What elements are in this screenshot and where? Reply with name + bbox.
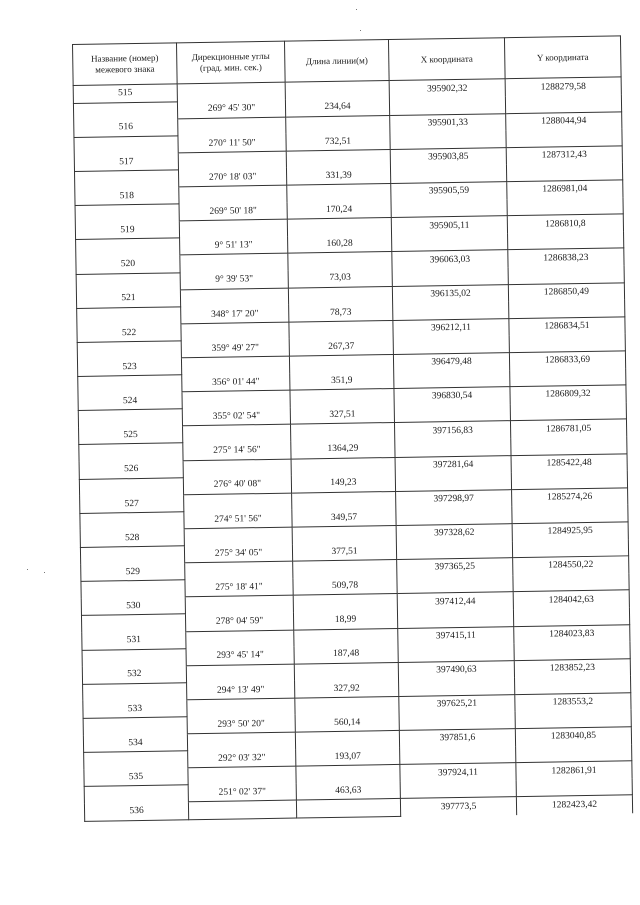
point-x: 396479,48 [393, 353, 509, 372]
empty-cell [188, 766, 296, 785]
segment-angle: 275° 34' 05" [184, 544, 292, 563]
empty-cell [293, 594, 397, 613]
empty-cell [80, 546, 184, 565]
empty-cell [74, 136, 178, 155]
empty-cell [399, 712, 515, 731]
empty-cell [83, 717, 187, 736]
empty-cell [398, 643, 514, 662]
point-x: 396830,54 [394, 387, 510, 406]
point-y: 1282861,91 [516, 761, 632, 780]
point-x: 395902,32 [389, 79, 505, 98]
empty-cell [509, 334, 625, 353]
empty-cell [397, 609, 513, 628]
segment-length: 267,37 [289, 337, 393, 356]
point-y: 1286834,51 [509, 317, 625, 336]
point-name: 530 [81, 597, 185, 616]
segment-length: 149,23 [291, 474, 395, 493]
segment-length: 377,51 [292, 542, 396, 561]
empty-cell [512, 539, 628, 558]
empty-cell [399, 677, 515, 696]
empty-cell [294, 662, 398, 681]
empty-cell [83, 683, 187, 702]
empty-cell [507, 197, 623, 216]
segment-length: 73,03 [288, 269, 392, 288]
empty-cell [181, 322, 289, 341]
empty-cell [182, 390, 290, 409]
point-x: 397156,83 [394, 421, 510, 440]
empty-cell [400, 780, 516, 799]
document-scan [72, 35, 632, 820]
point-name: 518 [75, 187, 179, 206]
empty-cell [515, 710, 631, 729]
point-name: 533 [83, 700, 187, 719]
empty-cell [393, 301, 509, 320]
empty-cell [396, 506, 512, 525]
segment-angle: 275° 18' 41" [185, 578, 293, 597]
header-y: Y координата [504, 36, 621, 79]
empty-cell [513, 573, 629, 592]
empty-cell [514, 641, 630, 660]
point-y: 1288044,94 [506, 112, 622, 131]
table-body [73, 77, 632, 822]
point-x: 397281,64 [395, 455, 511, 474]
header-name: Название (номер) межевого знака [73, 43, 178, 86]
segment-length: 327,92 [295, 679, 399, 698]
point-name: 528 [80, 529, 184, 548]
empty-cell [81, 580, 185, 599]
empty-cell [287, 218, 391, 237]
empty-cell [180, 254, 288, 273]
segment-length: 351,9 [290, 372, 394, 391]
point-x: 397412,44 [397, 592, 513, 611]
empty-cell [512, 505, 628, 524]
point-y: 1286781,05 [510, 419, 626, 438]
empty-cell [81, 614, 185, 633]
point-name: 532 [82, 665, 186, 684]
empty-cell [185, 561, 293, 580]
point-x: 397773,5 [400, 797, 516, 816]
point-y: 1286809,32 [510, 385, 626, 404]
point-name: 527 [80, 495, 184, 514]
point-x: 397365,25 [397, 558, 513, 577]
segment-angle: 275° 14' 56" [183, 442, 291, 461]
empty-cell [400, 746, 516, 765]
point-x: 397851,6 [399, 729, 515, 748]
segment-length: 18,99 [293, 611, 397, 630]
point-name: 522 [77, 324, 181, 343]
empty-cell [285, 81, 389, 100]
empty-cell [510, 368, 626, 387]
empty-cell [296, 799, 400, 818]
empty-cell [185, 595, 293, 614]
empty-cell [73, 101, 177, 120]
boundary-coordinates-table [72, 35, 633, 822]
segment-angle: 348° 17' 20" [181, 305, 289, 324]
empty-cell [510, 402, 626, 421]
empty-cell [289, 354, 393, 373]
empty-cell [293, 560, 397, 579]
point-y: 1286981,04 [507, 180, 623, 199]
segment-length: 234,64 [285, 98, 389, 117]
segment-length: 187,48 [294, 645, 398, 664]
empty-cell [187, 732, 295, 751]
empty-cell [288, 286, 392, 305]
empty-cell [390, 130, 506, 149]
segment-length: 349,57 [292, 508, 396, 527]
empty-cell [289, 320, 393, 339]
point-x: 397924,11 [400, 763, 516, 782]
segment-angle: 274° 51' 56" [184, 510, 292, 529]
empty-cell [288, 252, 392, 271]
point-x: 395901,33 [390, 113, 506, 132]
point-x: 396212,11 [393, 318, 509, 337]
point-x: 397298,97 [396, 489, 512, 508]
point-x: 395903,85 [390, 148, 506, 167]
empty-cell [397, 575, 513, 594]
empty-cell [181, 356, 289, 375]
empty-cell [508, 231, 624, 250]
point-name: 525 [79, 426, 183, 445]
empty-cell [180, 288, 288, 307]
empty-cell [179, 185, 287, 204]
empty-cell [295, 696, 399, 715]
empty-cell [291, 423, 395, 442]
point-name: 536 [84, 802, 188, 821]
point-y: 1283852,23 [514, 658, 630, 677]
point-y: 1285274,26 [512, 488, 628, 507]
scan-speck [356, 9, 357, 10]
empty-cell [511, 436, 627, 455]
point-name: 521 [76, 289, 180, 308]
point-x: 395905,11 [391, 216, 507, 235]
empty-cell [389, 96, 505, 115]
segment-angle: 269° 45' 30" [177, 100, 285, 119]
segment-angle: 276° 40' 08" [183, 476, 291, 495]
empty-cell [77, 341, 181, 360]
empty-cell [75, 170, 179, 189]
segment-angle: 293° 50' 20" [187, 715, 295, 734]
segment-length: 327,51 [290, 406, 394, 425]
empty-cell [296, 765, 400, 784]
empty-cell [513, 607, 629, 626]
empty-cell [188, 801, 296, 820]
point-y: 1283553,2 [515, 693, 631, 712]
empty-cell [183, 424, 291, 443]
header-length: Длина линии(м) [284, 40, 389, 83]
empty-cell [509, 300, 625, 319]
empty-cell [395, 438, 511, 457]
point-name: 531 [82, 631, 186, 650]
empty-cell [186, 664, 294, 683]
point-y: 1287312,43 [506, 146, 622, 165]
header-angle: Дирекционные углы (град. мин. сек.) [176, 41, 285, 84]
scan-speck [360, 30, 361, 31]
empty-cell [292, 491, 396, 510]
empty-cell [291, 457, 395, 476]
empty-cell [79, 443, 183, 462]
segment-angle: 356° 01' 44" [182, 373, 290, 392]
empty-cell [392, 267, 508, 286]
segment-length: 193,07 [296, 748, 400, 767]
empty-cell [75, 204, 179, 223]
segment-angle: 294° 13' 49" [187, 681, 295, 700]
point-y: 1285422,48 [511, 453, 627, 472]
segment-length: 463,63 [296, 782, 400, 801]
segment-length: 160,28 [288, 235, 392, 254]
point-name: 520 [76, 255, 180, 274]
point-name: 516 [74, 119, 178, 138]
empty-cell [78, 375, 182, 394]
empty-cell [390, 165, 506, 184]
segment-length: 78,73 [289, 303, 393, 322]
segment-length: 560,14 [295, 713, 399, 732]
empty-cell [84, 785, 188, 804]
empty-cell [393, 336, 509, 355]
empty-cell [184, 527, 292, 546]
empty-cell [394, 370, 510, 389]
point-name: 524 [78, 392, 182, 411]
empty-cell [79, 477, 183, 496]
empty-cell [76, 272, 180, 291]
empty-cell [77, 307, 181, 326]
empty-cell [516, 778, 632, 797]
point-name: 535 [84, 768, 188, 787]
empty-cell [392, 233, 508, 252]
point-name: 534 [83, 734, 187, 753]
point-y: 1288279,58 [505, 77, 621, 96]
point-name: 523 [77, 358, 181, 377]
segment-angle: 293° 45' 14" [186, 647, 294, 666]
header-x: X координата [388, 38, 505, 81]
segment-length: 1364,29 [291, 440, 395, 459]
empty-cell [186, 630, 294, 649]
empty-cell [290, 389, 394, 408]
segment-angle: 355° 02' 54" [182, 407, 290, 426]
empty-cell [177, 82, 285, 101]
segment-length: 509,78 [293, 577, 397, 596]
point-name: 529 [81, 563, 185, 582]
empty-cell [506, 129, 622, 148]
point-x: 397625,21 [399, 695, 515, 714]
empty-cell [78, 409, 182, 428]
segment-angle: 251° 02' 37" [188, 783, 296, 802]
empty-cell [286, 115, 390, 134]
empty-cell [394, 404, 510, 423]
empty-cell [292, 525, 396, 544]
point-name: 517 [74, 153, 178, 172]
empty-cell [516, 744, 632, 763]
point-y: 1284023,83 [514, 624, 630, 643]
point-x: 396063,03 [392, 250, 508, 269]
point-y: 1286833,69 [509, 351, 625, 370]
empty-cell [511, 470, 627, 489]
empty-cell [515, 676, 631, 695]
empty-cell [187, 698, 295, 717]
segment-angle: 270° 18' 03" [178, 168, 286, 187]
point-y: 1286810,8 [507, 214, 623, 233]
point-name: 526 [79, 460, 183, 479]
empty-cell [295, 731, 399, 750]
point-y: 1284550,22 [513, 556, 629, 575]
empty-cell [505, 94, 621, 113]
segment-angle: 269° 50' 18" [179, 202, 287, 221]
point-y: 1286850,49 [508, 282, 624, 301]
empty-cell [294, 628, 398, 647]
empty-cell [76, 238, 180, 257]
point-x: 397415,11 [398, 626, 514, 645]
point-y: 1284925,95 [512, 522, 628, 541]
empty-cell [396, 541, 512, 560]
point-y: 1284042,63 [513, 590, 629, 609]
empty-cell [82, 648, 186, 667]
empty-cell [391, 199, 507, 218]
point-name: 515 [73, 84, 177, 103]
point-x: 397328,62 [396, 524, 512, 543]
empty-cell [508, 265, 624, 284]
point-y: 1283040,85 [515, 727, 631, 746]
segment-angle: 9° 51' 13" [180, 236, 288, 255]
segment-length: 170,24 [287, 201, 391, 220]
scan-speck [27, 569, 28, 570]
empty-cell [84, 751, 188, 770]
empty-cell [287, 184, 391, 203]
segment-length: 331,39 [286, 166, 390, 185]
segment-angle: 270° 11' 50" [178, 134, 286, 153]
point-x: 397490,63 [398, 660, 514, 679]
segment-angle: 9° 39' 53" [180, 271, 288, 290]
segment-angle: 359° 49' 27" [181, 339, 289, 358]
empty-cell [178, 151, 286, 170]
empty-cell [183, 459, 291, 478]
point-y: 1282423,42 [516, 795, 632, 814]
empty-cell [179, 219, 287, 238]
empty-cell [395, 472, 511, 491]
point-name: 519 [75, 221, 179, 240]
empty-cell [506, 163, 622, 182]
segment-angle: 292° 03' 32" [188, 749, 296, 768]
empty-cell [178, 117, 286, 136]
empty-cell [80, 512, 184, 531]
segment-length: 732,51 [286, 132, 390, 151]
empty-cell [184, 493, 292, 512]
empty-cell [286, 149, 390, 168]
point-x: 395905,59 [391, 182, 507, 201]
point-x: 396135,02 [392, 284, 508, 303]
scan-speck [44, 572, 45, 573]
segment-angle: 278° 04' 59" [185, 612, 293, 631]
point-y: 1286838,23 [508, 248, 624, 267]
